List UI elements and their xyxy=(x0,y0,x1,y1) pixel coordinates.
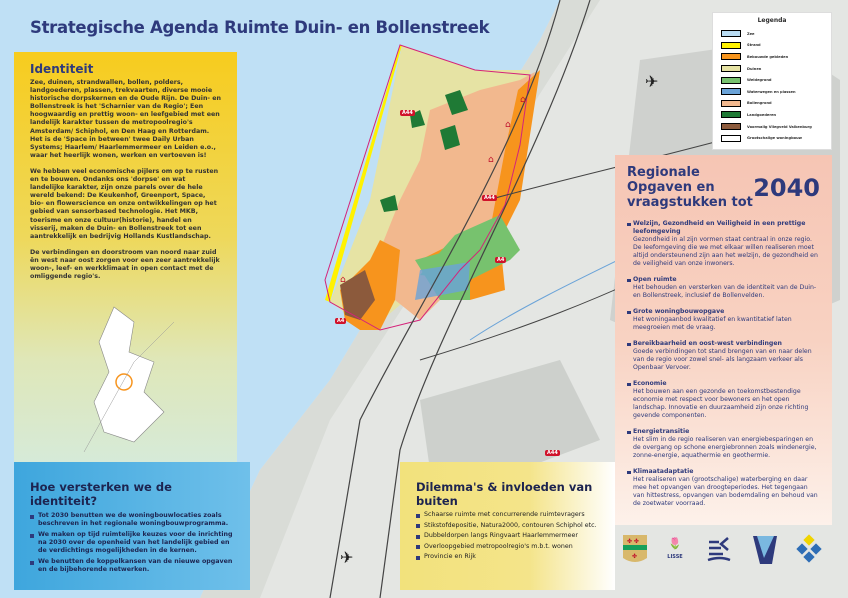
list-item: Schaarse ruimte met concurrerende ruimtevragers xyxy=(416,511,599,519)
overview-minimap xyxy=(74,302,184,452)
opgave-text: Het woningaanbod kwalitatief en kwantitatief laten meegroeien met de vraag. xyxy=(633,316,792,331)
legend-item xyxy=(721,40,823,52)
legend-item xyxy=(721,98,823,110)
legend-item xyxy=(721,51,823,63)
opgave-item xyxy=(627,468,820,508)
opgave-title: Open ruimte xyxy=(627,276,820,284)
municipality-logo-teylingen xyxy=(794,534,824,566)
legend-label: Voormalig Vliegveld Valkenburg xyxy=(747,124,812,129)
list-item: Stikstofdepositie, Natura2000, contouren Schiphol etc. xyxy=(416,522,599,530)
legend-swatch xyxy=(721,65,741,72)
versterken-heading: Hoe versterken we de identiteit? xyxy=(30,480,172,508)
housing-icon: ⌂ xyxy=(505,120,511,130)
legend-label: Landgoederen xyxy=(747,112,777,117)
legend-label: Bollengrond xyxy=(747,101,772,106)
legend-item xyxy=(721,132,823,144)
legend-label: Weidegrond xyxy=(747,78,772,83)
opgave-item xyxy=(627,340,820,372)
legend-item xyxy=(721,74,823,86)
list-item: We benutten de koppelkansen van de nieuwe opgaven en de bijbehorende netwerken. xyxy=(30,558,234,574)
airport-icon: ✈ xyxy=(340,548,354,567)
road-shield-a44: A44 xyxy=(402,110,413,116)
legend-label: Waterwegen en plassen xyxy=(747,89,796,94)
housing-icon: ⌂ xyxy=(340,275,346,285)
map-legend xyxy=(712,12,832,150)
opgave-text: Het slim in de regio realiseren van energiebesparingen en de overgang op schone energiebronnen zoals windenergie, zonne-energie, aquathermie en geothermie. xyxy=(633,436,817,459)
dilemma-heading: Dilemma's & invloeden van buiten xyxy=(416,480,593,508)
page-title: Strategische Agenda Ruimte Duin- en Bollenstreek xyxy=(30,18,490,37)
legend-swatch xyxy=(721,135,741,142)
opgave-text: Goede verbindingen tot stand brengen van en naar delen van de regio voor zowel snel- als langzaam verkeer als Openbaar Vervoer. xyxy=(633,348,812,371)
identiteit-panel xyxy=(14,52,237,462)
road-shield-a44: A44 xyxy=(484,195,495,201)
opgave-text: Gezondheid in al zijn vormen staat centraal in onze regio. De leefomgeving die we met elkaar willen realiseren moet altijd ondersteunend zijn aan het welzijn, de gezondheid en de veiligheid van onze inwoners. xyxy=(633,236,818,267)
opgave-title: Grote woningbouwopgave xyxy=(627,308,820,316)
opgave-title: Welzijn, Gezondheid en Veiligheid in een prettige leefomgeving xyxy=(627,220,820,236)
road-shield-a4: A4 xyxy=(337,318,345,324)
dilemma-panel xyxy=(400,462,615,590)
legend-swatch xyxy=(721,111,741,118)
versterken-panel xyxy=(14,462,250,590)
municipality-logo-katwijk xyxy=(706,534,732,566)
svg-text:✤: ✤ xyxy=(632,553,638,560)
housing-icon: ⌂ xyxy=(520,95,526,105)
municipality-logo-hillegom xyxy=(622,534,648,566)
road-shield-a44: A44 xyxy=(547,450,558,456)
identiteit-paragraph: Zee, duinen, strandwallen, bollen, polders, landgoederen, plassen, trekvaarten, diverse mooie historische dorpskernen en de Oude Rijn. De Duin- en Bollenstreek is het 'Scharnier van de Regio'; Een hoogwaardig en prettig woon- en leefgebied met een landelijk karakter tussen de metropoolregio's Amsterdam/ Schiphol, en Den Haag en Rotterdam. Het is de 'Space in between' twee Daily Urban Systems; Haarlem/ Haarlemmermeer en Leiden e.o., waar het heerlijk wonen, werken en vertoeven is! xyxy=(30,79,221,159)
legend-item xyxy=(721,109,823,121)
legend-item xyxy=(721,121,823,133)
legend-swatch xyxy=(721,88,741,95)
opgave-title: Economie xyxy=(627,380,820,388)
legend-label: Grootschalige woningbouw xyxy=(747,136,802,141)
list-item: Provincie en Rijk xyxy=(416,553,599,561)
legend-label: Duinen xyxy=(747,66,762,71)
housing-icon: ⌂ xyxy=(488,155,494,165)
legend-label: Strand xyxy=(747,43,761,48)
legend-swatch xyxy=(721,123,741,130)
road-shield-a4: A4 xyxy=(497,257,505,263)
legend-title: Legenda xyxy=(757,17,787,24)
list-item: Overloopgebied metropoolregio's m.b.t. wonen xyxy=(416,543,599,551)
opgave-text: Het realiseren van (grootschalige) waterberging en daar mee het opvangen van droogteperiodes. Het tegengaan van hittestress, opvangen van bodemdaling en behoud van de zoetwater voorraad. xyxy=(633,476,818,507)
opgave-item xyxy=(627,428,820,460)
opgave-title: Energietransitie xyxy=(627,428,820,436)
opgave-item xyxy=(627,308,820,332)
legend-swatch xyxy=(721,53,741,60)
list-item: Dubbeldorpen langs Ringvaart Haarlemmermeer xyxy=(416,532,599,540)
airport-icon: ✈ xyxy=(645,72,659,91)
legend-swatch xyxy=(721,100,741,107)
identiteit-heading: Identiteit xyxy=(30,62,94,76)
opgaven-year: 2040 xyxy=(753,173,820,202)
identiteit-paragraph: We hebben veel economische pijlers om op te rusten en te bouwen. Ondanks ons 'dorpse' en wat landelijke karakter, zijn onze parels over de hele wereld bekend: De Keukenhof, Greenport, Space, bio- en flowerscience en onze ontwikkelingen op het gebied van sensorbased technologie. Het MKB, toerisme en onze cultuur(historie), handel en visserij, maken de Duin- en Bollenstreek tot een aantrekkelijk en bedrijvig Hollands Kustlandschap. xyxy=(30,167,219,240)
list-item: Tot 2030 benutten we de woningbouwlocaties zoals beschreven in het regionale woningbouwprogramma. xyxy=(30,512,234,528)
identiteit-paragraph: De verbindingen en doorstroom van noord naar zuid ēn west naar oost zorgen voor een zeer aantrekkelijk woon-, leef- en werkklimaat in open contact met de omliggende regio's. xyxy=(30,248,220,281)
opgave-item xyxy=(627,220,820,268)
legend-item xyxy=(721,28,823,40)
svg-text:✤ ✤: ✤ ✤ xyxy=(627,538,639,545)
legend-label: Zee xyxy=(747,31,755,36)
legend-swatch xyxy=(721,42,741,49)
opgave-item xyxy=(627,276,820,300)
opgave-text: Het bouwen aan een gezonde en toekomstbestendige economie met respect voor bewoners en het open landschap. Innovatie en duurzaamheid zijn onze richting gevende componenten. xyxy=(633,388,809,419)
opgave-title: Bereikbaarheid en oost-west verbindingen xyxy=(627,340,820,348)
municipality-logo-noordwijk xyxy=(752,534,778,566)
opgaven-panel xyxy=(615,155,832,525)
opgave-title: Klimaatadaptatie xyxy=(627,468,820,476)
list-item: We maken op tijd ruimtelijke keuzes voor de inrichting na 2030 over de openheid van het landelijk gebied en de verdichtings mogelijkheden in de kernen. xyxy=(30,531,234,555)
legend-swatch xyxy=(721,77,741,84)
municipality-logo-lisse: 🌷 LISSE xyxy=(667,537,683,560)
opgaven-heading: Regionale Opgaven en vraagstukken tot xyxy=(627,165,753,210)
legend-swatch xyxy=(721,30,741,37)
legend-label: Bebouwde gebieden xyxy=(747,54,789,59)
opgave-item xyxy=(627,380,820,420)
opgave-text: Het behouden en versterken van de identiteit van de Duin- en Bollenstreek, inclusief de Bollenvelden. xyxy=(633,284,817,299)
legend-item xyxy=(721,63,823,75)
legend-item xyxy=(721,86,823,98)
